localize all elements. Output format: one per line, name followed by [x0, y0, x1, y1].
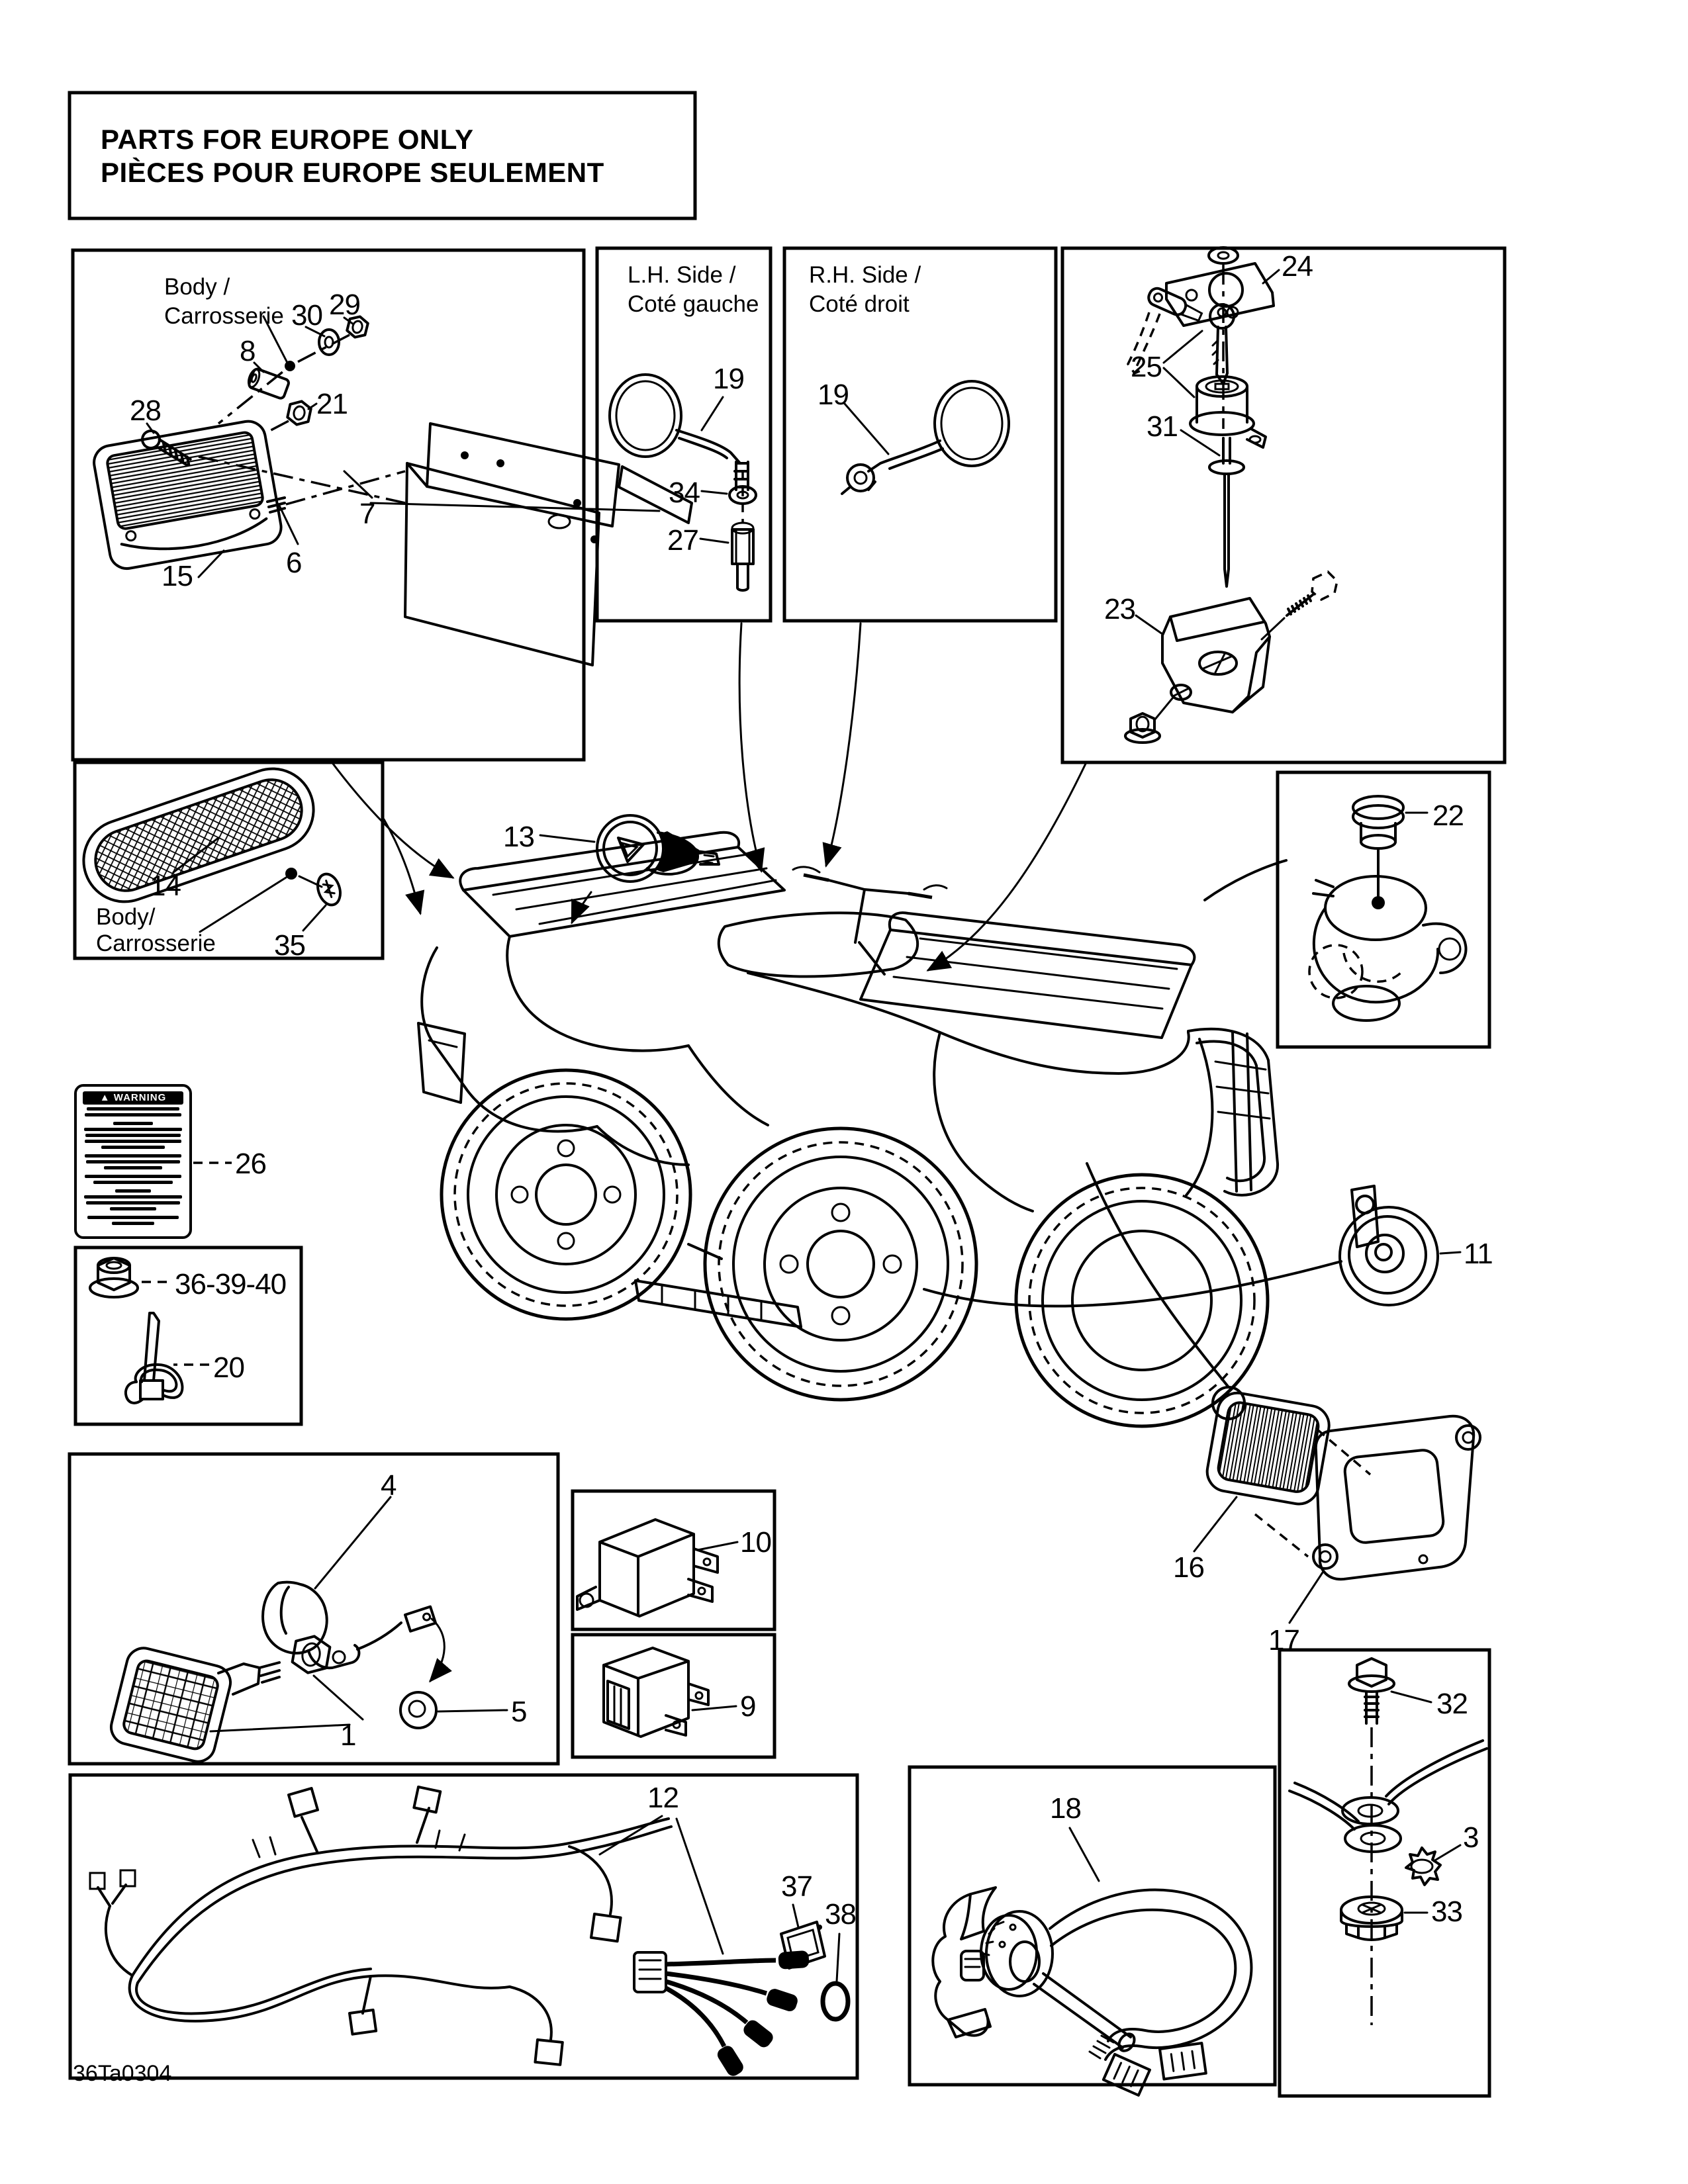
nut-21-drawing — [287, 399, 312, 427]
flange-nut-36-drawing — [90, 1258, 138, 1297]
ring-terminal-2 — [1345, 1825, 1401, 1852]
callout-28: 28 — [130, 394, 161, 427]
callout-5: 5 — [511, 1696, 527, 1728]
callout-13: 13 — [503, 821, 534, 853]
arrow-steering-column — [928, 764, 1086, 970]
callout-38: 38 — [825, 1898, 856, 1931]
document-code: 36Ta0304 — [73, 2061, 172, 2086]
cap-22-drawing — [1353, 796, 1403, 848]
cable-tie-drawing — [123, 1313, 182, 1410]
callout-21: 21 — [316, 388, 348, 420]
section-label-rh-side: R.H. Side / Coté droit — [809, 262, 921, 317]
bolt-32-drawing — [1349, 1659, 1394, 1723]
callout-34: 34 — [669, 477, 700, 509]
callout-6: 6 — [286, 547, 302, 579]
title-line1: PARTS FOR EUROPE ONLY — [101, 124, 474, 155]
leader-37 — [793, 1905, 798, 1927]
o-ring-38-drawing — [823, 1983, 848, 2019]
leader-3 — [1434, 1845, 1460, 1861]
relay-frame — [573, 1491, 774, 1629]
callout-9: 9 — [740, 1690, 756, 1723]
leader-4 — [315, 1497, 391, 1588]
leader-18 — [1070, 1828, 1099, 1881]
bracket-nut-drawing — [1125, 713, 1160, 743]
arrow-rear-fender — [384, 819, 420, 913]
leader-25b — [1164, 368, 1194, 397]
callout-27: 27 — [667, 524, 698, 557]
leader-1b — [314, 1676, 363, 1719]
arrow-to-grommet — [430, 1619, 444, 1681]
arrow-handlebar-right — [826, 623, 861, 866]
front-left-wheel — [705, 1128, 976, 1400]
tail-lamp-drawing — [91, 419, 284, 572]
leader-34 — [702, 491, 727, 494]
leader-35 — [303, 905, 326, 931]
leader-5 — [438, 1710, 507, 1711]
carburetor-drawing — [1205, 796, 1466, 1021]
leader-23 — [1136, 615, 1162, 634]
leader-32 — [1391, 1692, 1431, 1702]
arrow-rear-rack — [331, 761, 453, 878]
callout-16: 16 — [1173, 1551, 1204, 1584]
callout-23: 23 — [1104, 593, 1135, 625]
callout-4: 4 — [381, 1469, 397, 1502]
section-label-body-grille: Body/ Carrosserie — [96, 904, 216, 956]
rear-body-parts-drawing — [91, 314, 692, 665]
rh-mirror-drawing — [842, 381, 1009, 494]
carb-link-line — [1205, 860, 1286, 900]
ignition-parts-drawing — [1125, 248, 1337, 743]
callout-37: 37 — [781, 1870, 812, 1903]
callout-19-right: 19 — [818, 379, 849, 411]
bracket-bolt-drawing — [1262, 572, 1337, 639]
callout-8: 8 — [240, 335, 256, 367]
callout-7: 7 — [359, 498, 375, 530]
leader-38 — [837, 1934, 839, 1981]
atv-drawing — [418, 833, 1278, 1426]
leader-12b — [677, 1819, 723, 1954]
page-title — [101, 123, 604, 189]
callout-19-left: 19 — [713, 363, 744, 395]
leader-9 — [692, 1706, 736, 1710]
leader-1a — [211, 1725, 350, 1731]
rivet-35-drawing — [314, 871, 344, 908]
callout-20: 20 — [213, 1351, 244, 1384]
callout-30: 30 — [291, 299, 322, 332]
grommet-drawing — [400, 1692, 436, 1728]
handlebar-switch-drawing — [933, 1828, 1251, 2095]
callout-11: 11 — [1464, 1238, 1493, 1270]
callout-3: 3 — [1463, 1821, 1479, 1854]
adapter-27-drawing — [732, 523, 753, 590]
rear-wheel — [442, 1070, 690, 1319]
leader-24 — [1263, 270, 1279, 283]
arrow-handlebar-left — [739, 623, 761, 871]
arrow-console — [572, 892, 591, 923]
callout-22: 22 — [1432, 799, 1464, 832]
leader-27 — [700, 539, 728, 543]
flasher-drawing — [604, 1648, 736, 1737]
leader-7-a — [344, 471, 372, 498]
mount-bracket-drawing — [1162, 598, 1270, 712]
warning-decal — [74, 1084, 192, 1239]
callout-35: 35 — [274, 929, 305, 962]
callout-26: 26 — [235, 1148, 266, 1180]
leader-10 — [698, 1542, 737, 1550]
horn-drawing — [924, 1186, 1460, 1306]
callout-17: 17 — [1268, 1624, 1299, 1657]
leader-19-right — [845, 404, 888, 454]
lock-cylinder-drawing — [1190, 377, 1266, 447]
callout-18: 18 — [1050, 1792, 1081, 1825]
sub-harness-connector — [634, 1952, 666, 1992]
callout-10: 10 — [740, 1526, 771, 1559]
callout-12: 12 — [647, 1782, 679, 1814]
turn-signal-drawing — [107, 1497, 507, 1765]
callout-15: 15 — [162, 560, 193, 592]
callout-25: 25 — [1131, 351, 1162, 383]
leader-25a — [1164, 331, 1202, 363]
harness-drawing — [90, 1787, 848, 2078]
horn-link-line — [924, 1261, 1341, 1306]
leader-arrows — [331, 503, 1086, 970]
leader-16 — [1194, 1497, 1237, 1551]
title-line2: PIÈCES POUR EUROPE SEULEMENT — [101, 157, 604, 188]
callout-14: 14 — [150, 870, 181, 902]
callout-31: 31 — [1147, 410, 1178, 443]
ignition-frame — [1062, 248, 1505, 762]
callout-33: 33 — [1431, 1895, 1462, 1928]
section-label-body-rear: Body / Carrosserie — [164, 274, 284, 329]
headlight-housing-drawing — [1313, 1416, 1480, 1579]
leader-11 — [1440, 1252, 1460, 1253]
leader-13 — [540, 835, 594, 842]
leader-17 — [1289, 1572, 1323, 1623]
section-label-lh-side: L.H. Side / Coté gauche — [628, 262, 759, 317]
relay-drawing — [577, 1520, 737, 1616]
hazard-switch-drawing — [540, 815, 719, 882]
warning-decal-header: ▲ WARNING — [83, 1091, 183, 1105]
callout-24: 24 — [1282, 250, 1313, 283]
star-washer-drawing — [1406, 1848, 1440, 1885]
callout-36-39-40: 36-39-40 — [175, 1268, 287, 1300]
callout-1: 1 — [340, 1719, 356, 1752]
ring-terminal-1 — [1342, 1797, 1398, 1824]
callout-29: 29 — [329, 289, 360, 321]
pin-drawing — [1209, 438, 1244, 586]
leader-19-left — [702, 397, 723, 430]
harness-frame — [70, 1775, 857, 2078]
signal-lamp-drawing — [107, 1645, 234, 1765]
callout-32: 32 — [1436, 1688, 1468, 1720]
